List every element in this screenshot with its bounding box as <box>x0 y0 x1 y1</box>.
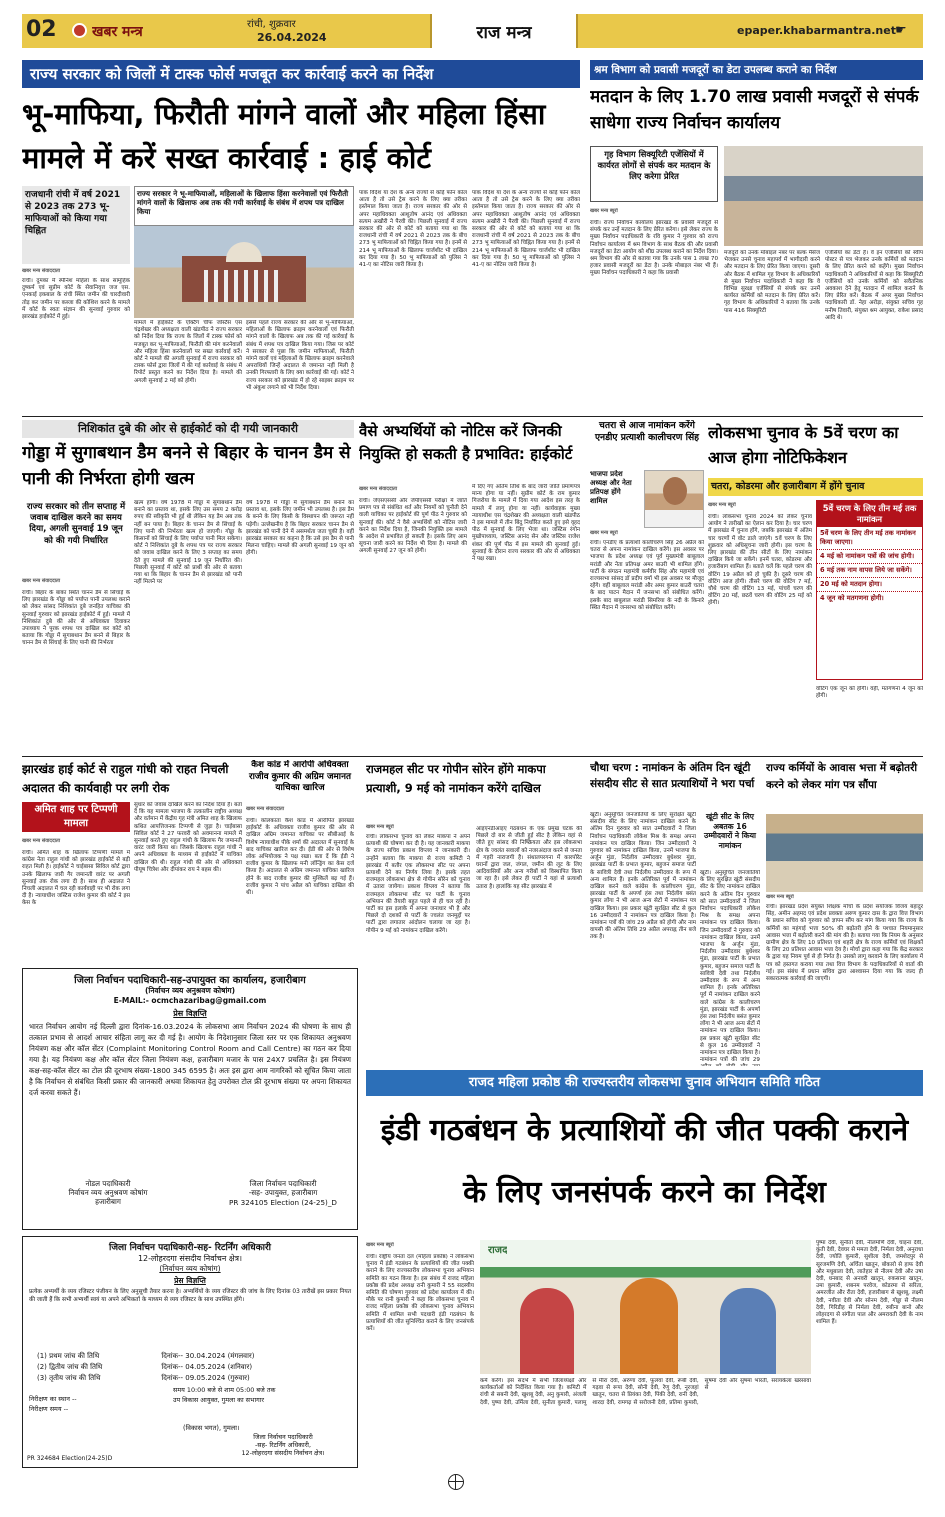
rajeev-byline: खबर मन्त्र संवाददाता <box>246 806 285 812</box>
makpa-headline: राजमहल सीट पर गोपीन सोरेन होंगे माकपा प्रत्याशी, 9 मई को नामांकन करेंगे दाखिल <box>366 762 546 795</box>
ad2-sub2: (निर्वाचन व्यय कोषांग) <box>159 1264 221 1273</box>
rahul-red-box: अमित शाह पर टिप्पणी मामला <box>22 802 130 832</box>
migrant-body-col2-b: दूसरी ओर बैठक में शामिल गृह विभाग के अधिकारियों से मुख्य निर्वाचन पदाधिकारी ने कहा कि वे विभिन्न सुरक्षा एजेंसियों से संपर्क कर उनमें कार्यरत कर्मियों को मतदान के लिए प्रेरित करें। गृह विभाग के अधिकारियों ने बताया कि उनके पास 416 सिक्यूरिटी <box>724 264 820 314</box>
hc-body-col2: मामले में हाईकोर्ट के एक्टिंग चीफ जस्टिस एस चंद्रशेखर की अध्यक्षता वाली खंडपीठ ने राज्य सरकार को निर्देश दिया कि राज्य के जिलों में टास्क फोर्स को मजबूत कर भू-माफियाओं, फिरौती की मांग करनेवालों और महिला हिंसा करनेवालों पर सख्त कार्रवाई करें। कोर्ट ने मामले की अगली सुनवाई में राज्य सरकार को टास्क फोर्स द्वारा जिलों में की गई कार्रवाई के संबंध में रिपोर्ट प्रस्तुत करने का निर्देश दिया है। मामले की अगली सुनवाई 2 मई को होगी। <box>134 320 242 384</box>
makpa-byline: खबर मन्त्र ब्यूरो <box>366 824 394 830</box>
phase5-sub: चतरा, कोडरमा और हजारीबाग में होंगे चुनाव <box>708 478 923 496</box>
registration-mark-icon <box>448 1474 464 1490</box>
rahul-body-col2: सुधार को जवाब दाखिल करने का निर्देश दिया है। बता दें कि यह मामला भाजपा के तत्कालीन राष्ट्रीय अध्यक्ष और वर्तमान में केंद्रीय गृह मंत्री अमित शाह के खिलाफ कथित आपत्तिजनक टिप्पणी से जुड़ा है। चाईबासा सिविल कोर्ट ने 27 फरवरी को अवमानना मामले में सुनवाई करते हुए राहुल गांधी के खिलाफ गैर जमानती वारंट जारी किया था। जिसके खिलाफ राहुल गांधी ने अपने अधिवक्ता के माध्यम से हाईकोर्ट में याचिका दाखिल की थी। राहुल गांधी की ओर से अधिवक्ता पीयूष चित्रेश और दीपांकर राय ने बहस की। <box>134 802 242 873</box>
ad2-sub1: 12-लोहरदगा संसदीय निर्वाचन क्षेत्र। <box>137 1254 243 1263</box>
rahul-headline: झारखंड हाई कोर्ट से राहुल गांधी को राहत निचली अदालत की कार्यवाही पर लगी रोक <box>22 762 229 795</box>
city-day: रांची, शुक्रवार <box>247 19 296 30</box>
mahila-body-col3: पुष्पा देवी, सुनीता देवी, नीलमणि देवी, चाइना देवी, कुंती देवी, देवघर से ममता देवी, निर्मला देवी, अनुराधा देवी, ज्योति कुमारी, सुशीला देवी, जमशेदपुर से सूरजमणि देवी, अर्चिता खातून, बोकारो से हाफ देवी और मधुबाला देवी, लातेहार से नीलम देवी और उषा देवी, धनबाद से अनवरी खातून, रुकसाना खातून, उमा कुमारी, शबनम परवेज, कोडरमा से सरिता, अमरजीत और रीता देवी, हजारीबाग से खुशबू, लक्ष्मी देवी, नवीता देवी और सोनम देवी, गोड्डा से नीलम देवी, गिरिडीह से निर्मला देवी, रुबीना बानो और लोहरदगा से संगीता पाल और अमरावती देवी के नाम शामिल हैं। <box>816 1240 923 1326</box>
hc-body-col5-text: पाक विदेश या देश के अन्य राज्यों से कोई फोन कॉल आता है तो उसे ट्रेस करने के लिए क्या तरीका इस्तेमाल किया जाता है। राज्य सरकार की ओर से अपर महाधिवक्ता आशुतोष आनंद एवं अधिवक्ता सत्यम अखौरी ने पैरवी की। पिछली सुनवाई में राज्य सरकार की ओर से कोर्ट को बताया गया था कि राजधानी रांची में वर्ष 2021 से 2023 तक के बीच 273 भू माफियाओं को चिह्नित किया गया है। इनमें से 214 भू माफियाओं के खिलाफ चार्जशीट भी दाखिल कर दिया गया है। 50 भू माफियाओं को पुलिस ने 41-ए का नोटिस जारी किया है। <box>472 190 580 269</box>
cursor-hand-icon: ☛ <box>895 23 907 38</box>
ad2-sched-date: दिनांक-- 30.04.2024 (मंगलवार) <box>161 1352 255 1360</box>
teachers-photo <box>766 814 923 892</box>
ad2-schedule-row <box>37 1373 343 1384</box>
ad2-sign-right-2: -सह- रिटर्निंग अधिकारी, <box>254 1441 311 1449</box>
ad2-sched-label: प्रथम जांच की तिथि <box>49 1352 100 1360</box>
migrant-meeting-photo <box>724 146 923 246</box>
khunti-side-box-text: खूंटी सीट के लिए अबतक 16 उम्मीदवारों ने किया नामांकन <box>704 812 756 850</box>
migrant-side-box <box>590 146 718 202</box>
dam-body-col2-b: कोर्ट ने निशिकांत दुबे के शपथ पत्र पर राज्य सरकार को जवाब दाखिल करने के लिए 3 सप्ताह का समय देते हुए मामले की सुनवाई 19 जून निर्धारित की। पिछली सुनवाई में कोर्ट को प्रार्थी की ओर से बताया गया था कि बिहार के चानन डैम से झारखंड को पानी नहीं मिलने पर <box>134 543 242 586</box>
hc-body-col4: पाक विदेश या देश के अन्य राज्यों से कोई फोन कॉल आता है तो उसे ट्रेस करने के लिए क्या तरीका इस्तेमाल किया जाता है। राज्य सरकार की ओर से अपर महाधिवक्ता आशुतोष आनंद एवं अधिवक्ता सत्यम अखौरी ने पैरवी की। पिछली सुनवाई में राज्य सरकार की ओर से कोर्ट को बताया गया था कि राजधानी रांची में वर्ष 2021 से 2023 तक के बीच 273 भू माफियाओं को चिह्नित किया गया है। इनमें से 214 भू माफियाओं के खिलाफ चार्जशीट भी दाखिल कर दिया गया है। 50 भू माफियाओं को पुलिस ने 41-ए का नोटिस जारी किया है। <box>359 190 467 269</box>
hc-headline: भू-माफिया, फिरौती मांगने वालों और महिला हिंसा मामले में करें सख्त कार्रवाई : हाई कोर्ट <box>22 97 546 175</box>
hc-side-box-text: राजधानी रांची में वर्ष 2021 से 2023 तक 273 भू-माफियाओं को किया गया चिह्नित <box>25 190 121 236</box>
hc-body-col1: रांची। दुमका में स्पेनिश महिला के साथ सामूहिक दुष्कर्म एवं सुप्रीम कोर्ट के सेवानिवृत्त जज एस. एनकाई इकबाल के रांची स्थित जमीन की चारदीवारी तोड़ कर जमीन पर कब्जा की कोशिश करने के मामले में कोर्ट के स्वतः संज्ञान की सुनवाई गुरुवार को झारखंड हाईकोर्ट में हुई। <box>22 278 130 321</box>
phase5-headline: लोकसभा चुनाव के 5वें चरण का आज होगा नोटिफिकेशन <box>708 423 899 467</box>
ad2-schedule <box>23 1350 357 1385</box>
mahila-photo <box>480 1240 811 1374</box>
phase5-red-box <box>816 500 923 680</box>
row-divider-2 <box>22 756 923 757</box>
dam-body-col1: रांची। बिहार के बांका स्थित चानन डैम से सिंचाई के लिए झारखंड के गोड्डा को पर्याप्त पानी उपलब्ध कराने को लेकर सांसद निशिकांत दुबे जनहित याचिका की सुनवाई गुरुवार को झारखंड हाईकोर्ट में हुई। मामले में निशिकांत दुबे की ओर से अधिवक्ता दिवाकर उपाध्याय ने पूरक शपथ पत्र दाखिल कर कोर्ट को बताया कि गोड्डा में सुगाबथान डैम बनने से बिहार के चानन डैम से सिंचाई के लिए पानी की निर्भरता <box>22 590 130 647</box>
migrant-body-col2-a: मजदूरों को उनके मोबाइल नंबर पर बल्क मैसेज भेजकर उनसे चुनाव महापर्व में भागीदारी करने और मतदान के लिए प्रेरित किया जाएगा। <box>724 250 820 271</box>
teachers-body: रांची। झारखंड प्रदेश संयुक्त शिक्षक मोर्चा के प्रदेश संयोजक विजय बहादुर सिंह, अमीन अहमद एवं प्रदेश प्रवक्ता अरुण कुमार दास के द्वारा वित्त विभाग के प्रधान सचिव को गुरुवार को ज्ञापन सौंप कर मांग किया गया कि राज्य के कर्मियों का महंगाई भत्ता 50% की बढ़ोतरी होने के पश्चात नियमानुसार आवास भत्ता में बढ़ोतरी करने की मांग की है। बताया गया कि नियम के अनुसार ग्रामीण क्षेत्र के लिए 10 प्रतिशत एवं शहरी क्षेत्र के राज्य कर्मियों एवं शिक्षकों के लिए 20 प्रतिशत आवास भत्ता देय है। मोर्चा द्वारा कहा गया कि केंद्र सरकार के द्वारा यह नियम पूर्व से ही निर्गत है। उसको लागू करवाने के लिए कार्यालय में पत्र को हस्तगत कराया गया तथा वित्त विभाग के पदाधिकारियों से वार्ता की गई। इस संबंध में प्रधान सचिव द्वारा आश्वासन दिया गया कि जल्द ही सकारात्मक कार्रवाई की जाएगी। <box>766 904 923 983</box>
migrant-byline: खबर मन्त्र ब्यूरो <box>590 208 618 214</box>
page-number: 02 <box>26 17 57 42</box>
section-title: राज मन्त्र <box>476 23 532 43</box>
dam-body-col2-a: खत्म होगी। वर्ष 1978 में गोड्डा में सुगाबथान डैम बनाने का प्रस्ताव था, इसके लिए उस समय 2 करोड़ रुपए की स्वीकृति भी हुई थी लेकिन यह डैम अब तक नहीं बन पाया है। बिहार के चानन डैम से सिंचाई के लिए पानी की निर्भरता खत्म हो जाएगी। गोड्डा के किसानों को सिंचाई के लिए पर्याप्त पानी मिल सकेगा। <box>134 500 242 543</box>
phase5-body-col2: वोटिंग एक जून को होगी। वहीं, मतगणना 4 जून को होगी। <box>816 686 923 700</box>
dam-body-col3: वर्ष 1978 में गोड्डा में सुगाबथान डैम बनाने का प्रस्ताव था, इसके लिए जमीन भी उपलब्ध है। इस डैम के बनने के लिए किसी के विस्थापन की जरूरत नहीं पड़ेगी। उल्लेखनीय है कि बिहार सरकार चानन डैम से झारखंड को पानी देने में असमर्थता जता चुकी है। वहीं झारखंड सरकार का कहना है कि उसे इस डैम से पानी मिलना चाहिए। मामले की अगली सुनवाई 19 जून को होगी। <box>246 500 354 557</box>
phase5-red-box-item: 4 जून को मतगणना होगी। <box>820 594 884 602</box>
migrant-body-col3: एजेंसियों का डेटा है। वे इन एजेंसियों को स्वीप पोस्टर से पत्र भेजकर उनके कर्मियों को मतदान के लिए प्रेरित करने को कहेंगे। मुख्य निर्वाचन पदाधिकारी ने अधिकारियों से कहा कि सिक्यूरिटी एजेंसियों को उनके कर्मियों को सवैतनिक अवकाश देने हेतु मतदान में शामिल कराने के लिए प्रेरित करें। बैठक में अपर मुख्य निर्वाचन पदाधिकारी डॉ. नेहा अरोड़ा, संयुक्त सचिव गृह मनीष तिवारी, संयुक्त श्रम आयुक्त, राकेश प्रसाद आदि थे। <box>825 250 923 321</box>
dam-headline: गोड्डा में सुगाबथान डैम बनने से बिहार के चानन डैम से पानी की निर्भरता होगी खत्म <box>22 443 351 489</box>
phase5-red-box-item: 20 मई को मतदान होगा। <box>817 578 922 592</box>
candidate-head-shape <box>663 477 687 505</box>
registration-mark-v <box>455 1474 456 1490</box>
court-columns-shape <box>204 270 284 302</box>
ad2-sign-right-3: 12-लोहरदगा संसदीय निर्वाचन क्षेत्र। <box>241 1449 325 1457</box>
phase5-red-box-item: 6 मई तक नाम वापस लिये जा सकेंगे। <box>817 564 922 578</box>
ad1-sign-left-1: नोडल पदाधिकारी <box>85 1179 131 1188</box>
migrant-body-col2 <box>724 250 820 414</box>
ad1-body: भारत निर्वाचन आयोग नई दिल्ली द्वारा दिनांक-16.03.2024 के लोकसभा आम निर्वाचन 2024 की घोषणा के साथ ही तत्काल प्रभाव से आदर्श आचार संहिता लागू कर दी गई है। आयोग के निदेशानुसार जिला स्तर पर एक शिकायत अनुश्रवण नियंत्रण कक्ष और कॉल सेंटर (Complaint Monitoring Control Room and Call Centre) का गठन कर दिया गया है। यह नियंत्रण कक्ष और कॉल सेंटर जिला नियंत्रण कक्ष, हजारीबाग मजार के पास 24X7 प्रचलित है। इस नियंत्रण कक्ष-सह-कॉल सेंटर का टोल फ्री दूरभाष संख्या-1800 345 6595 है। अतः इस द्वारा आम नागरिकों को सूचित किया जाता है कि निर्वाचन से संबंधित किसी प्रकार की जानकारी अथवा शिकायत हेतु उपरोक्त टोल फ्री दूरभाष संख्या पर अपना शिकायत दर्ज करवा सकते हैं। <box>29 1022 351 1097</box>
rajeev-body: रांची। कोलकाता कैश कांड में आरोपित झारखंड हाईकोर्ट के अधिवक्ता राजीव कुमार की ओर से दाखिल अग्रिम जमानत याचिका पर सीबीआई के विशेष न्यायाधीश पीके शर्मा की अदालत में सुनवाई के बाद याचिका खारिज कर दी। ईडी की ओर से विशेष लोक अभियोजक ने पक्ष रखा। बता दें कि ईडी ने राजीव कुमार के खिलाफ मनी लॉन्ड्रिंग का केस दर्ज किया है। अदालत से अग्रिम जमानत याचिका खारिज होने के बाद राजीव कुमार की मुश्किलें बढ़ गई हैं। राजीव कुमार ने पांच अप्रैल को याचिका दाखिल की थी। <box>246 818 354 897</box>
ad2-sign-right-1: जिला निर्वाचन पदाधिकारी <box>253 1433 313 1441</box>
ad2-ref: PR 324684 Election(24-25)D <box>27 1455 113 1462</box>
hc-byline: खबर मन्त्र संवाददाता <box>22 268 61 274</box>
migrant-headline: मतदान के लिए 1.70 लाख प्रवासी मजदूरों से संपर्क साधेगा राज्य निर्वाचन कार्यालय <box>590 87 919 133</box>
khunti-body: खूंटी। अनुसूचित जनजातियों के लिए सुरक्षित खूंटी संसदीय सीट के लिए नामांकन दाखिल करने के अंतिम दिन गुरुवार को सात उम्मीदवारों ने जिला निर्वाचन पदाधिकारी लोकेश मिश्र के समक्ष अपना नामांकन पत्र दाखिल किया। जिन उम्मीदवारों ने गुरुवार को नामांकन दाखिल किया, उनमें भाजपा के अर्जुन मुंडा, निर्दलीय उम्मीदवार बुधेश्वर मुंडा, झारखंड पार्टी के प्रभात कुमार, बहुजन समाज पार्टी के सावित्री देवी तथा निर्दलीय उम्मीदवार के रूप में अन्य शामिल हैं। इनके अतिरिक्त पूर्व में नामांकन दाखिल करने वाले कांग्रेस के कालीचरण मुंडा, झारखंड पार्टी के अपर्णा हंस तथा निर्दलीय बसंत कुमार लोंगा ने भी आज अन्य सेटों में नामांकन पत्र दाखिल किया। इस प्रकार खूंटी सुरक्षित सीट से कुल 16 उम्मीदवारों ने नामांकन पत्र दाखिल किया है। नामांकन पत्रों की जांच 29 अप्रैल को होगी और नाम वापसी की अंतिम तिथि 29 अप्रैल अपराह्न तीन बजे तक है। <box>590 812 696 941</box>
election-ad-lohardaga <box>22 1236 358 1468</box>
ad2-body: प्रत्येक अभ्यर्थी के व्यय रजिस्टर पंजीयन के लिए अनुसूची तैयार करना है। अभ्यर्थियों के व्यय रजिस्टर की जांच के लिए दिनांक 03 तारीखें इस प्रकार नियत की जाती हैं कि सभी अभ्यर्थी स्वयं या अपने अभिकर्ता के माध्यम से व्यय रजिस्टर के साथ उपस्थित होंगे। <box>29 1289 351 1303</box>
migrant-body-col1: रांची। राज्य निर्वाचन कार्यालय झारखंड के प्रवासी मजदूरों से संपर्क कर उन्हें मतदान के लिए प्रेरित करेगा। इसे लेकर राज्य के मुख्य निर्वाचन पदाधिकारी के रवि कुमार ने गुरुवार को राज्य निर्वाचन कार्यालय में श्रम विभाग के साथ बैठक की और प्रवासी मजदूरों का डेटा आयोग को शीघ्र उपलब्ध कराने का निर्देश दिया। श्रम विभाग की ओर से बताया गया कि उनके पास 1 लाख 70 हजार प्रवासी मजदूरों का डेटा है। उनके मोबाइल नंबर भी हैं। मुख्य निर्वाचन पदाधिकारी ने कहा कि प्रवासी <box>590 220 718 277</box>
rahul-byline: खबर मन्त्र संवाददाता <box>22 838 61 844</box>
khunti-side-box <box>700 812 760 868</box>
ad2-sign-left: (विकास भगत), गुमला। <box>183 1424 240 1432</box>
ad2-time: समय 10:00 बजे से शाम 05:00 बजे तक <box>173 1386 276 1394</box>
mahila-body-col2: कर्म करेंगे। इस संदर्भ में सभी जिलाध्यक्षों और कार्यकर्ताओं को निर्देशित किया गया है। कमिटी में रांची से सबनी देवी, खुशबू देवी, अनु कुमारी, अंजली देवी, पुष्पा देवी, उर्मिला देवी, सुनीता कुमारी, पलामू से मीरा देवी, अरुणा देवी, फूलवा देवी, रूबी देवी, गढ़वा से रूपा देवी, सोनी देवी, रेणु देवी, नूरजहां खातून, चतरा से प्रियंका देवी, पिंकी देवी, रानी देवी, शारदा देवी, रामगढ़ से सरोजनी देवी, प्रतिमा कुमारी, सुषमा देवी और सुषमा भारती, सरायकेला खरसावां से <box>480 1378 811 1406</box>
khunti-headline: चौथा चरण : नामांकन के अंतिम दिन खूंटी संसदीय सीट से सात प्रत्याशियों ने भरा पर्चा <box>590 762 755 790</box>
site-url[interactable]: epaper.khabarmantra.net <box>737 24 896 37</box>
ad1-sub: (निर्वाचन व्यय अनुश्रवण कोषांग) <box>144 986 236 995</box>
khunti-body-col2-text: खूंटी। अनुसूचित जनजातियों के लिए सुरक्षित खूंटी संसदीय सीट के लिए नामांकन दाखिल करने के अंतिम दिन गुरुवार को सात उम्मीदवारों ने जिला निर्वाचन पदाधिकारी लोकेश मिश्र के समक्ष अपना नामांकन पत्र दाखिल किया। जिन उम्मीदवारों ने गुरुवार को नामांकन दाखिल किया, उनमें भाजपा के अर्जुन मुंडा, निर्दलीय उम्मीदवार बुधेश्वर मुंडा, झारखंड पार्टी के प्रभात कुमार, बहुजन समाज पार्टी के सावित्री देवी तथा निर्दलीय उम्मीदवार के रूप में अन्य शामिल हैं। इनके अतिरिक्त पूर्व में नामांकन दाखिल करने वाले कांग्रेस के कालीचरण मुंडा, झारखंड पार्टी के अपर्णा हंस तथा निर्दलीय बसंत कुमार लोंगा ने भी आज अन्य सेटों में नामांकन पत्र दाखिल किया। इस प्रकार खूंटी सुरक्षित सीट से कुल 16 उम्मीदवारों ने नामांकन पत्र दाखिल किया है। नामांकन पत्रों की जांच 29 <box>700 870 760 1064</box>
ad1-ref: PR 324105 Election (24-25)_D <box>229 1198 337 1207</box>
makpa-body-col1: रांची। लोकसभा चुनाव को लेकर माकपा ने अपने प्रत्याशी की घोषणा कर दी है। यह जानकारी माकपा के राज्य सचिव प्रकाश विप्लव ने जानकारी दी। उन्होंने बताया कि माकपा से राज्य कमिटी ने झारखंड में बतौर एक लोकसभा सीट पर अपना प्रत्याशी देने का निर्णय लिया है। इसके तहत राजमहल लोकसभा क्षेत्र से गोपीन सोरेन को चुनाव में उतारा जायेगा। प्रकाश विप्लव ने बताया कि राजमहल लोकसभा सीट पर पार्टी के चुनाव अभियान की तैयारी बहुत पहले से ही चल रही है। पार्टी का इस इलाके में अपना जनाधार भी है और पिछले दो दशकों से पार्टी के ज्वलंत जनमुद्दों पर पार्टी द्वारा लगातार आंदोलन चलाया जा रहा है। गोपीन 9 मई को नामांकन दाखिल करेंगे। <box>366 834 470 934</box>
hc-photo-caption-box <box>134 186 354 226</box>
migrant-kicker: श्रम विभाग को प्रवासी मजदूरों का डेटा उपलब्ध कराने का निर्देश <box>590 60 923 80</box>
hc-building-photo <box>134 226 354 318</box>
dam-side-box-text: राज्य सरकार को तीन सप्ताह में जवाब दाखिल करने का समय दिया, अगली सुनवाई 19 जून को की गयी निर्धारित <box>26 502 126 546</box>
woman-figure-1-shape <box>520 1288 574 1374</box>
notice-body-col2: में दिए गए अंतिम तिथि के बाद जारी जाति प्रमाणपत्र मान्य होगा या नहीं। सुप्रीम कोर्ट के राम कुमार गिजरोया के मामले में दिया गया आदेश इस तरह के मामले में लागू होगा या नहीं। कार्यवाहक मुख्य न्यायाधीश एस चंद्रशेखर की अध्यक्षता वाली खंडपीठ ने इस मामले में तीन बिंदु निर्धारित करते हुए इसे वृहद पीठ में सुनवाई के लिए भेजा था। जस्टिस रंगोन मुखोपाध्याय, जस्टिस आनंद सेन और जस्टिस राजेश शंकर की पूर्ण पीठ में इस मामले की सुनवाई हुई। सुनवाई के दौरान राज्य सरकार की ओर से अधिवक्ता ने पक्ष रखा। <box>472 484 580 563</box>
bjp-headline: चतरा से आज नामांकन करेंगे एनडीए प्रत्याशी कालीचरण सिंह <box>594 420 700 443</box>
mahila-kicker: राजद महिला प्रकोष्ठ की राज्यस्तरीय लोकसभा चुनाव अभियान समिति गठित <box>366 1070 923 1096</box>
phase5-body-col1: रांची। लोकसभा चुनाव 2024 को लेकर चुनाव आयोग ने तारीखों का ऐलान कर दिया है। चार चरण में झारखंड में चुनाव होंगे, जबकि झारखंड में अंतिम चार चरणों में वोट डाले जाएंगे। 5वें चरण के लिए शुक्रवार को अधिसूचना जारी होगी। इस चरण के लिए झारखंड की तीन सीटों के लिए नामांकन दाखिल किये जा सकेंगे। इनमें चतरा, कोडरमा और हजारीबाग शामिल हैं। बताते चलें कि पहले चरण की वोटिंग 19 अप्रैल को हो चुकी है। दूसरे चरण की वोटिंग आज होगी। तीसरे चरण की वोटिंग 7 मई, चौथे चरण की वोटिंग 13 मई, पांचवें चरण की वोटिंग 20 मई, छठवें चरण की वोटिंग 25 मई को होगी। <box>708 514 812 607</box>
hc-photo-caption: राज्य सरकार ने भू-माफियाओं, महिलाओं के खिलाफ हिंसा करनेवालों एवं फिरौती मांगने वालों के खिलाफ अब तक की गयी कार्रवाई के संबंध में शपथ पत्र दाखिल किया <box>137 189 349 216</box>
woman-figure-2-shape <box>620 1278 678 1374</box>
ad1-sign-right-2: -सह- उपायुक्त, हजारीबाग <box>248 1188 318 1197</box>
ad2-place: उप विकास आयुक्त, गुमला का सभागार <box>173 1396 265 1404</box>
ad1-sign-left-3: हजारीबाग <box>95 1197 121 1206</box>
teachers-headline: राज्य कर्मियों के आवास भत्ता में बढ़ोतरी करने को लेकर मांग पत्र सौंपा <box>766 762 918 791</box>
bjp-body: रांची। एनडीए के प्रत्याशी कालीचरण सिंह 26 अप्रैल को चतरा से अपना नामांकन दाखिल करेंगे। इस अवसर पर भाजपा के प्रदेश अध्यक्ष एवं पूर्व मुख्यमंत्री बाबूलाल मरांडी और नेता प्रतिपक्ष अमर बाउरी भी शामिल होंगे। पार्टी के संगठन महामंत्री कर्मवीर सिंह और महामंत्री एवं राज्यसभा सांसद डॉ प्रदीप वर्मा भी इस अवसर पर मौजूद रहेंगे। वहीं बाबूलाल मरांडी और अमर कुमार बाउरी चतरा के बाद पाटन मैदान में जनसभा को संबोधित करेंगे। इसके बाद बाबूलाल मरांडी सिमरिया के नदी के किनारे स्थित मैदान में जनसभा को संबोधित करेंगे। <box>590 540 704 611</box>
rajeev-headline: कैश कांड में आरोपी अधिवक्ता राजीव कुमार की अग्रिम जमानत याचिका खारिज <box>249 760 351 793</box>
notice-body-col1: रांची। जेएसएससी और जेपीएससी परीक्षा में जाति प्रमाण पत्र से संबंधित शर्त और नियमों को चुनौती देने वाली याचिका पर हाईकोर्ट की पूर्ण पीठ ने गुरुवार को सुनवाई की। कोर्ट ने वैसे अभ्यर्थियों को नोटिस जारी करने का निर्देश दिया है, जिनकी नियुक्ति इस मामले के आदेश से प्रभावित हो सकती है। इसके लिए आम सूचना जारी करने का निर्देश भी दिया है। मामले की अगली सुनवाई 27 जून को होगी। <box>359 498 467 555</box>
ad2-inspect-1: निरीक्षण का स्थान -- <box>29 1395 77 1403</box>
dam-body-col2 <box>134 500 242 752</box>
ad2-sched-label: द्वितीय जांच की तिथि <box>49 1363 103 1371</box>
ad1-sign-left-2: निर्वाचन व्यय अनुश्रवण कोषांग <box>68 1188 148 1197</box>
phase5-red-box-title: 5वें चरण के लिए तीन मई तक नामांकन <box>817 501 922 527</box>
bjp-candidate-photo <box>644 470 704 528</box>
brand-name: खबर मन्त्र <box>92 24 143 40</box>
ad2-sched-no: (3) <box>37 1374 47 1382</box>
phase5-red-box-item: 4 मई को नामांकन पत्रों की जांच होगी। <box>817 550 922 564</box>
rahul-body-col1: रांची। अमित शाह के खिलाफ टिप्पणी मामले में कांग्रेस नेता राहुल गांधी को झारखंड हाईकोर्ट से बड़ी राहत मिली है। हाईकोर्ट ने चाईबासा सिविल कोर्ट द्वारा उनके खिलाफ जारी गैर जमानती वारंट पर अगली सुनवाई तक रोक लगा दी है। साथ ही अदालत ने निचली अदालत में चल रही कार्यवाही पर भी रोक लगा दी है। न्यायाधीश जस्टिस राजेश कुमार की कोर्ट ने इस केस के <box>22 850 130 907</box>
ad1-email: E-MAIL:- ocmchazaribag@gmail.com <box>113 996 267 1005</box>
row-divider-1 <box>22 416 923 417</box>
ad2-title: जिला निर्वाचन पदाधिकारी-सह- रिटर्निंग अधिकारी <box>109 1243 271 1253</box>
ad2-sched-date: दिनांक-- 09.05.2024 (गुरुवार) <box>161 1374 250 1382</box>
ad2-inspect-2: निरीक्षण समय -- <box>29 1405 69 1413</box>
mahila-banner: राजद <box>488 1245 508 1256</box>
bjp-photo-caption: भाजपा प्रदेश अध्यक्ष और नेता प्रतिपक्ष होंगे शामिल <box>590 470 632 505</box>
hc-side-box <box>22 186 130 264</box>
teachers-byline: खबर मन्त्र ब्यूरो <box>766 894 794 900</box>
ad2-sched-no: (1) <box>37 1352 47 1360</box>
ad2-sched-label: तृतीय जांच की तिथि <box>49 1374 101 1382</box>
makpa-body-col2: आइएनडीआइए गठबंधन के एक प्रमुख घटक की पिछले दो बार से जीती हुई सीट है लेकिन वहां से जीते हुए सांसद की निष्क्रियता और इस लोकसभा क्षेत्र के ज्वलंत सवालों को नजरअंदाज करने से जनता में गहरी नाराजगी है। संथालपरगना में कारपोरेट घरानों द्वारा जल, जंगल, जमीन की लूट के लिए आदिवासियों और अन्य गरीबों को विस्थापित किया जा रहा है। इसे लेकर ही पार्टी ने यहां से प्रत्याशी उतारा है। हालांकि यह सीट झारखंड में <box>476 826 582 890</box>
woman-figure-3-shape <box>720 1288 776 1374</box>
registration-mark-h <box>448 1481 464 1482</box>
notice-headline: वैसे अभ्यर्थियों को नोटिस करें जिनकी नियुक्ति हो सकती है प्रभावित: हाईकोर्ट <box>359 422 573 463</box>
ad2-sign-right <box>213 1433 353 1457</box>
dam-byline: खबर मन्त्र संवाददाता <box>22 578 61 584</box>
ad1-sign-right-1: जिला निर्वाचन पदाधिकारी <box>249 1179 317 1188</box>
issue-date: 26.04.2024 <box>257 31 327 44</box>
mahila-body-col1: रांची। राष्ट्रीय जनता दल (महिला प्रकोष्ठ) ने लोकसभा चुनाव में इंडी गठबंधन के प्रत्याशियों की जीत पक्की कराने के लिए राज्यस्तरीय लोकसभा चुनाव अभियान समिति का गठन किया है। इस संबंध में राजद महिला प्रकोष्ठ की प्रदेश अध्यक्ष रानी कुमारी ने 55 सदस्यीय समिति की घोषणा गुरुवार को प्रदेश कार्यालय में की। मौके पर रानी कुमारी ने कहा कि लोकसभा चुनाव में राजद महिला प्रकोष्ठ की लोकसभा चुनाव अभियान समिति में शामिल सभी पदधारी इंडी गठबंधन के प्रत्याशियों की जीत सुनिश्चित कराने के लिए जनसंपर्क करें। <box>366 1254 474 1333</box>
hc-body-col3: इससे पहले राज्य सरकार की ओर से भू-माफियाओं, महिलाओं के खिलाफ क्राइम करनेवालों एवं फिरौती मांगने वालों के खिलाफ अब तक की गई कार्रवाई के संबंध में शपथ पत्र दाखिल किया गया। जिस पर कोर्ट ने सरकार से पूछा कि जमीन माफियाओं, फिरौती मांगने वालों एवं महिलाओं के खिलाफ क्राइम करनेवाले अपराधियों जिन्हें अदालत से जमानत नहीं मिली है उनकी गिरफ्तारी के लिए क्या कार्रवाई की गई। कोर्ट ने राज्य सरकार को झारखंड में हो रहे साइबर क्राइम पर भी अंकुश लगाने को भी निर्देश दिया। <box>246 320 354 391</box>
ad1-sign-right <box>213 1179 353 1207</box>
bjp-byline: खबर मन्त्र ब्यूरो <box>590 530 618 536</box>
dam-side-box <box>22 500 130 570</box>
ad2-sched-date: दिनांक-- 04.05.2024 (शनिवार) <box>161 1363 253 1371</box>
brand-logo-icon <box>72 23 87 38</box>
mahila-byline: खबर मन्त्र ब्यूरो <box>366 1242 394 1248</box>
khunti-body-col2 <box>700 870 760 1066</box>
ad1-notice: प्रेस विज्ञप्ति <box>173 1009 207 1018</box>
masthead <box>22 14 923 48</box>
ad2-sched-no: (2) <box>37 1363 47 1371</box>
ad2-notice: प्रेस विज्ञप्ति <box>174 1276 206 1285</box>
ad2-schedule-row <box>37 1351 343 1362</box>
migrant-side-box-text: गृह विभाग सिक्यूरिटी एजेंसियों में कार्यरत लोगों से संपर्क कर मतदान के लिए करेगा प्रेरित <box>597 149 711 181</box>
ad1-sign-left <box>43 1179 173 1206</box>
dam-kicker: निशिकांत दुबे की ओर से हाईकोर्ट को दी गयी जानकारी <box>22 420 354 438</box>
hc-kicker: राज्य सरकार को जिलों में टास्क फोर्स मजबूत कर कार्रवाई करने का निर्देश <box>22 60 580 88</box>
phase5-byline: खबर मन्त्र ब्यूरो <box>708 502 736 508</box>
election-ad-hazaribagh <box>22 968 358 1230</box>
phase5-red-box-item: 5वें चरण के लिए तीन मई तक नामांकन किया जाएगा। <box>817 527 922 550</box>
ad1-title: जिला निर्वाचन पदाधिकारी-सह-उपायुक्त का कार्यालय, हजारीबाग <box>74 975 306 986</box>
mahila-headline: इंडी गठबंधन के प्रत्याशियों की जीत पक्की कराने के लिए जनसंपर्क करने का निर्देश <box>380 1113 909 1210</box>
court-dome-shape <box>226 242 262 262</box>
hc-body-col5 <box>472 190 580 412</box>
notice-byline: खबर मन्त्र संवाददाता <box>359 486 398 492</box>
ad2-schedule-row <box>37 1362 343 1373</box>
